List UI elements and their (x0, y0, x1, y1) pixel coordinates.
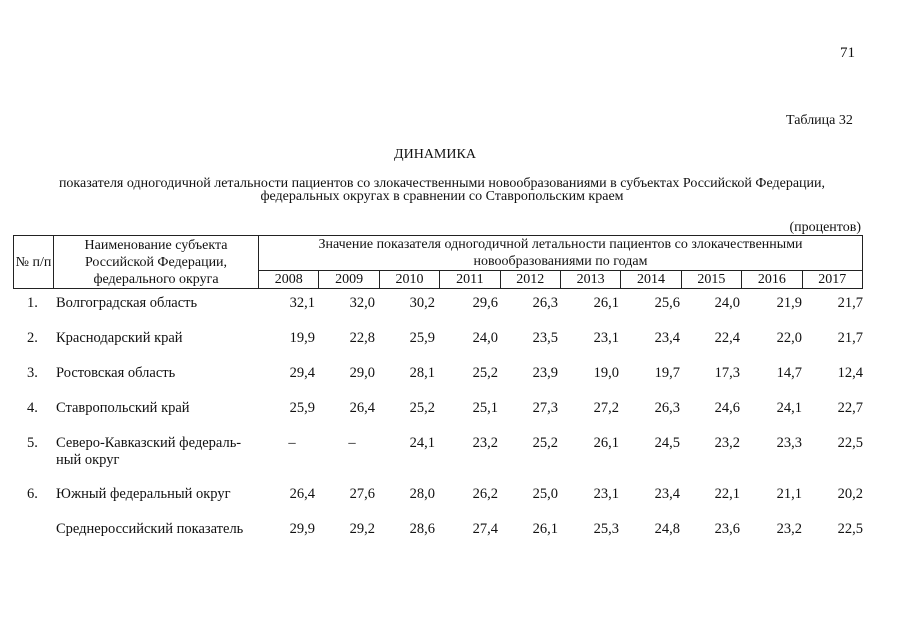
header-num: № п/п (14, 236, 54, 289)
row-number: 4. (27, 400, 38, 416)
row-value: 27,4 (472, 521, 498, 537)
header-year: 2016 (742, 271, 802, 289)
row-value: 21,1 (776, 486, 802, 502)
row-value: 23,2 (714, 435, 740, 451)
row-value: 24,8 (654, 521, 680, 537)
row-value: – (288, 435, 296, 451)
header-year: 2008 (259, 271, 319, 289)
row-value: 28,0 (409, 486, 435, 502)
row-value: 24,0 (714, 295, 740, 311)
row-value: 26,1 (532, 521, 558, 537)
row-value: 21,7 (837, 330, 863, 346)
subtitle-line-2: федеральных округах в сравнении со Ставропольским краем (260, 189, 624, 204)
row-value: 22,5 (837, 521, 863, 537)
row-value: 26,1 (593, 295, 619, 311)
row-value: 22,1 (714, 486, 740, 502)
row-name: Южный федеральный округ (56, 486, 231, 502)
table-row (13, 326, 863, 361)
row-value: 23,3 (776, 435, 802, 451)
row-value: 23,6 (714, 521, 740, 537)
row-value: 32,1 (289, 295, 315, 311)
row-value: 23,5 (532, 330, 558, 346)
row-value: 22,5 (837, 435, 863, 451)
row-value: 26,3 (654, 400, 680, 416)
row-value: – (348, 435, 356, 451)
document-subtitle (12, 177, 872, 203)
document-title: ДИНАМИКА (394, 147, 476, 162)
row-value: 22,0 (776, 330, 802, 346)
row-value: 19,9 (289, 330, 315, 346)
row-value: 30,2 (409, 295, 435, 311)
row-value: 25,1 (472, 400, 498, 416)
header-year: 2009 (319, 271, 379, 289)
header-year: 2013 (560, 271, 620, 289)
row-value: 17,3 (714, 365, 740, 381)
page-number: 71 (840, 45, 855, 61)
row-value: 25,9 (409, 330, 435, 346)
row-value: 27,3 (532, 400, 558, 416)
row-name: Ставропольский край (56, 400, 190, 416)
row-number: 1. (27, 295, 38, 311)
row-value: 20,2 (837, 486, 863, 502)
header-year: 2011 (440, 271, 500, 289)
row-number: 6. (27, 486, 38, 502)
row-number: 2. (27, 330, 38, 346)
row-value: 23,4 (654, 330, 680, 346)
row-value: 14,7 (776, 365, 802, 381)
row-value: 29,6 (472, 295, 498, 311)
row-value: 27,2 (593, 400, 619, 416)
table-label: Таблица 32 (786, 113, 853, 128)
row-value: 26,2 (472, 486, 498, 502)
row-value: 26,4 (289, 486, 315, 502)
row-value: 23,1 (593, 330, 619, 346)
row-value: 27,6 (349, 486, 375, 502)
row-value: 22,8 (349, 330, 375, 346)
row-number: 5. (27, 435, 38, 451)
row-value: 21,9 (776, 295, 802, 311)
row-name: Волгоградская область (56, 295, 198, 311)
header-year: 2014 (621, 271, 681, 289)
row-value: 24,1 (409, 435, 435, 451)
header-name: Наименование субъекта Российской Федерации, федерального округа (54, 236, 259, 289)
row-value: 26,1 (593, 435, 619, 451)
row-value: 29,4 (289, 365, 315, 381)
row-value: 23,4 (654, 486, 680, 502)
row-value: 26,3 (532, 295, 558, 311)
row-value: 24,5 (654, 435, 680, 451)
row-value: 12,4 (837, 365, 863, 381)
row-value: 23,9 (532, 365, 558, 381)
table-row (13, 482, 863, 517)
row-value: 22,7 (837, 400, 863, 416)
row-value: 25,2 (409, 400, 435, 416)
row-value: 29,0 (349, 365, 375, 381)
units-label: (процентов) (789, 220, 861, 235)
table-body (13, 291, 863, 552)
row-number: 3. (27, 365, 38, 381)
row-value: 24,0 (472, 330, 498, 346)
table-row (13, 291, 863, 326)
row-value: 21,7 (837, 295, 863, 311)
row-name: Краснодарский край (56, 330, 183, 346)
row-value: 25,9 (289, 400, 315, 416)
row-value: 25,2 (472, 365, 498, 381)
row-value: 19,0 (593, 365, 619, 381)
row-value: 23,2 (472, 435, 498, 451)
row-value: 24,6 (714, 400, 740, 416)
row-value: 29,9 (289, 521, 315, 537)
row-value: 25,6 (654, 295, 680, 311)
row-name: Северо-Кавказский федераль-ный округ (56, 435, 242, 468)
row-value: 25,3 (593, 521, 619, 537)
row-value: 25,2 (532, 435, 558, 451)
row-value: 24,1 (776, 400, 802, 416)
row-value: 29,2 (349, 521, 375, 537)
row-name: Среднероссийский показатель (56, 521, 244, 537)
table-row (13, 361, 863, 396)
header-year: 2012 (500, 271, 560, 289)
header-values: Значение показателя одногодичной летальности пациентов со злокачественными новообразованиями по годам (259, 236, 863, 271)
row-value: 25,0 (532, 486, 558, 502)
row-value: 23,1 (593, 486, 619, 502)
table-row (13, 396, 863, 431)
row-value: 23,2 (776, 521, 802, 537)
table-header (13, 235, 863, 289)
table-row (13, 517, 863, 552)
row-value: 22,4 (714, 330, 740, 346)
header-year: 2015 (681, 271, 741, 289)
table-row (13, 431, 863, 482)
row-value: 28,1 (409, 365, 435, 381)
subtitle-line-1: показателя одногодичной летальности пациентов со злокачественными новообразованиями в субъектах Российской Федерации, (58, 176, 826, 191)
row-value: 26,4 (349, 400, 375, 416)
row-name: Ростовская область (56, 365, 176, 381)
row-value: 19,7 (654, 365, 680, 381)
header-year: 2017 (802, 271, 862, 289)
row-value: 32,0 (349, 295, 375, 311)
row-value: 28,6 (409, 521, 435, 537)
header-year: 2010 (379, 271, 439, 289)
